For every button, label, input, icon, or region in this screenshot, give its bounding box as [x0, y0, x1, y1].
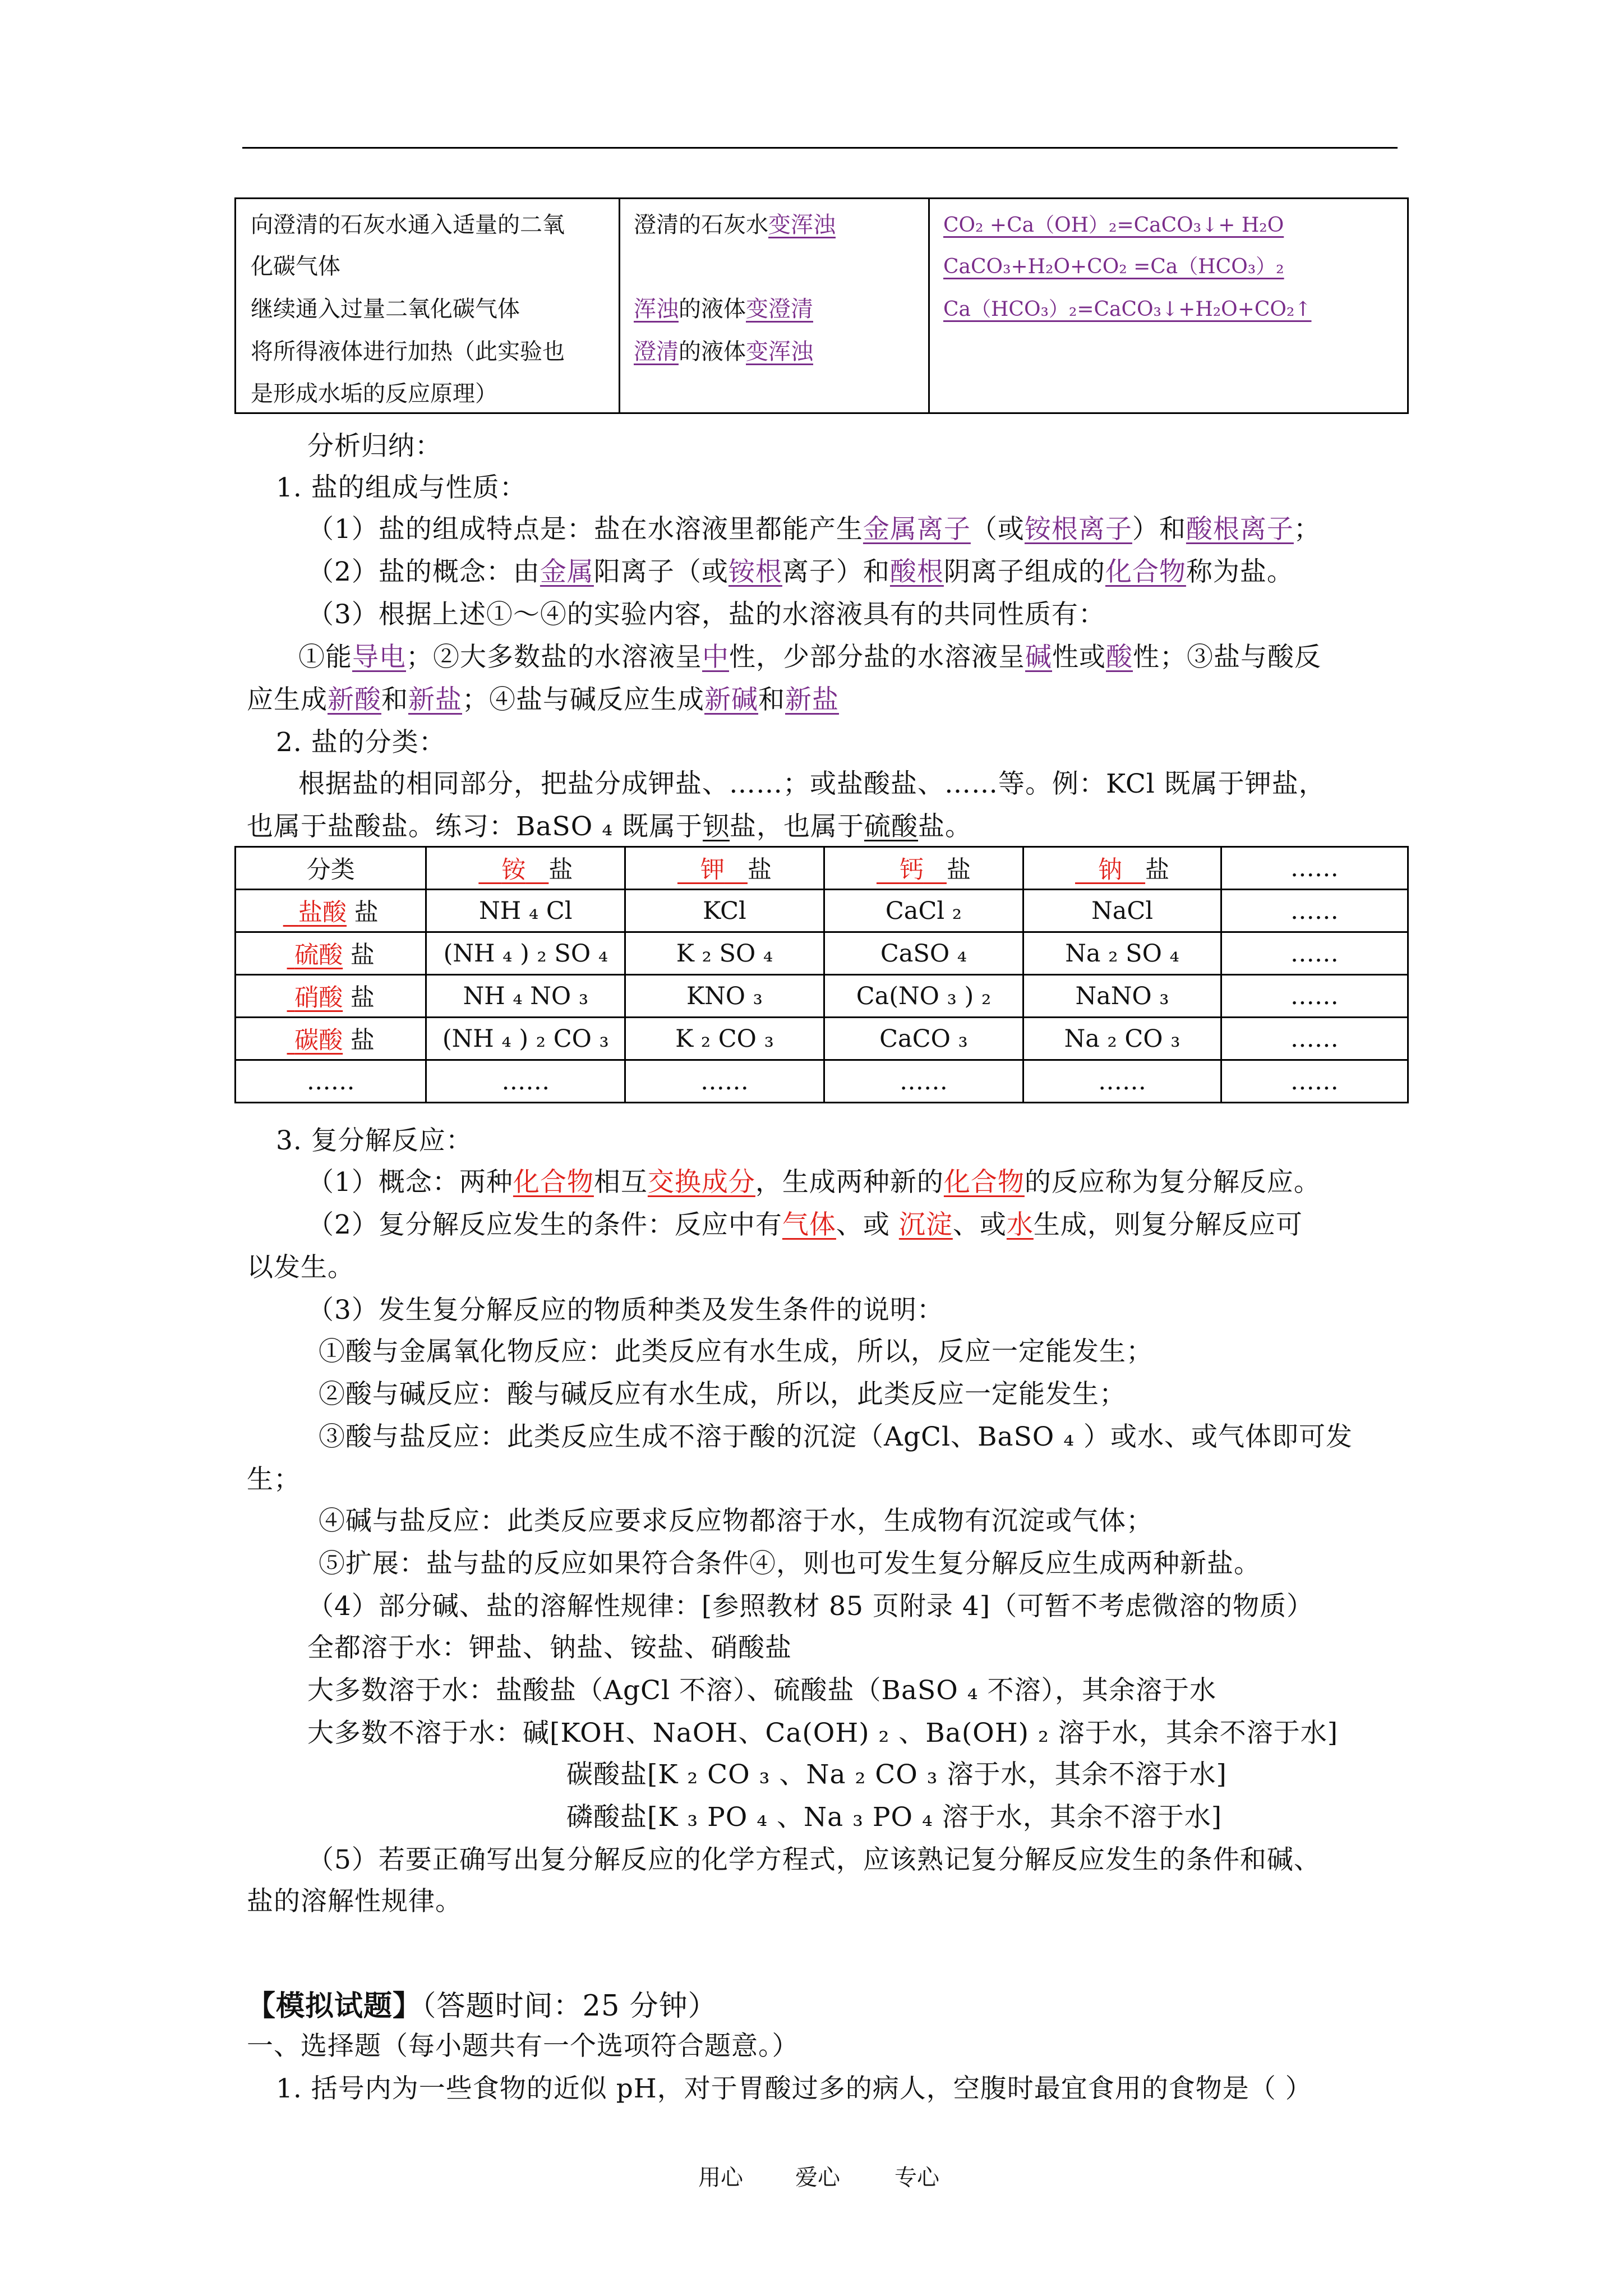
answer: 钾 — [700, 856, 725, 884]
table-row — [236, 932, 1408, 975]
answer: 钙 — [899, 856, 924, 884]
text: 的液体 — [679, 296, 746, 322]
table-cell: NH ₄ Cl — [426, 890, 625, 932]
answer: 铵根 — [728, 556, 782, 587]
text: ①能 — [298, 642, 352, 673]
op-line: 将所得液体进行加热（此实验也 — [251, 339, 565, 365]
section-title: 1. 盐的组成与性质： — [276, 472, 527, 503]
answer: 盐酸 — [298, 899, 347, 927]
answer: 碳酸 — [294, 1027, 343, 1055]
paragraph: ④碱与盐反应：此类反应要求反应物都溶于水，生成物有沉淀或气体； — [319, 1506, 1153, 1536]
text: （2）盐的概念：由 — [307, 556, 540, 587]
table-row — [236, 847, 1408, 890]
paragraph — [307, 1204, 1303, 1241]
phenomenon-line — [634, 291, 813, 323]
paragraph: 根据盐的相同部分，把盐分成钾盐、……；或盐酸盐、……等。例：KCl 既属于钾盐， — [298, 769, 1326, 799]
paragraph: （3）发生复分解反应的物质种类及发生条件的说明： — [307, 1295, 944, 1326]
text: 性，少部分盐的水溶液呈 — [729, 642, 1025, 673]
op-line: 继续通入过量二氧化碳气体 — [251, 296, 520, 322]
text: 离子）和 — [782, 556, 890, 587]
answer: 交换成分 — [647, 1167, 755, 1198]
text: ）和 — [1132, 514, 1186, 545]
table-cell — [625, 847, 824, 890]
text: ； — [1293, 514, 1321, 545]
answer: 导电 — [352, 642, 406, 673]
text: （1）概念：两种 — [307, 1167, 513, 1198]
answer: 铵根离子 — [1024, 514, 1132, 545]
op-line: 化碳气体 — [251, 254, 340, 279]
text: 【模拟试题】 — [247, 1989, 422, 2023]
text: 和 — [381, 684, 408, 715]
salt-classification-table — [234, 846, 1409, 1103]
text: 也属于盐酸盐。练习：BaSO ₄ 既属于 — [247, 811, 703, 842]
section-title: 2. 盐的分类： — [276, 727, 446, 758]
section-title: 3. 复分解反应： — [276, 1125, 473, 1156]
table-cell: …… — [625, 1060, 824, 1103]
paragraph — [307, 551, 1294, 588]
table-row — [236, 1018, 1408, 1060]
table-cell: …… — [1221, 975, 1408, 1018]
text: 生成，则复分解反应可 — [1033, 1209, 1303, 1240]
table-cell: …… — [1221, 1060, 1408, 1103]
text: 阳离子（或 — [593, 556, 728, 587]
answer: 金属 — [540, 556, 594, 587]
answer: 水 — [1006, 1209, 1034, 1240]
table-cell: CaCl ₂ — [824, 890, 1023, 932]
text: 性或 — [1052, 642, 1106, 673]
text: 、或 — [836, 1209, 899, 1240]
paragraph — [298, 636, 1321, 674]
table-cell: …… — [1221, 890, 1408, 932]
paragraph: ①酸与金属氧化物反应：此类反应有水生成，所以，反应一定能发生； — [319, 1336, 1153, 1367]
text: 盐 — [946, 856, 971, 884]
table-cell: (NH ₄ ) ₂ CO ₃ — [426, 1018, 625, 1060]
paragraph: 盐的溶解性规律。 — [247, 1886, 462, 1917]
operation-column — [236, 199, 620, 412]
answer: 钡 — [703, 811, 730, 842]
op-line: 是形成水垢的反应原理） — [251, 381, 497, 407]
answer: 澄清 — [634, 339, 679, 365]
section-title: 一、选择题（每小题共有一个选项符合题意。） — [247, 2031, 799, 2062]
footer-text: 爱心 — [795, 2165, 840, 2191]
table-cell: K ₂ CO ₃ — [625, 1018, 824, 1060]
experiment-table — [234, 197, 1409, 414]
text: 盐。 — [918, 811, 972, 842]
answer: 新酸 — [328, 684, 381, 715]
text: 相互 — [593, 1167, 648, 1198]
answer: 变浑浊 — [768, 212, 836, 238]
answer: 酸根 — [889, 556, 944, 587]
table-cell: NaCl — [1023, 890, 1221, 932]
paragraph: （4）部分碱、盐的溶解性规律：[参照教材 85 页附录 4]（可暂不考虑微溶的物质） — [307, 1591, 1314, 1622]
answer: 硫酸 — [864, 811, 919, 842]
analysis-heading: 分析归纳： — [307, 431, 442, 462]
footer-text: 用心 — [698, 2165, 743, 2191]
table-cell: Na ₂ CO ₃ — [1023, 1018, 1221, 1060]
answer: 新盐 — [408, 684, 462, 715]
table-cell: …… — [824, 1060, 1023, 1103]
phenomenon-line — [634, 207, 836, 239]
paragraph — [307, 508, 1321, 546]
op-line: 向澄清的石灰水通入适量的二氧 — [251, 212, 565, 238]
answer: 沉淀 — [898, 1209, 953, 1240]
table-cell: 硫酸 盐 — [236, 932, 426, 975]
text: 的反应称为复分解反应。 — [1024, 1167, 1321, 1198]
answer: 中 — [702, 642, 729, 673]
paragraph: 以发生。 — [247, 1252, 354, 1283]
equation-line: CaCO₃+H₂O+CO₂ =Ca（HCO₃）₂ — [943, 255, 1284, 278]
equation-line: CO₂ +Ca（OH）₂=CaCO₃↓+ H₂O — [943, 214, 1284, 237]
answer: 酸 — [1106, 642, 1133, 673]
paragraph — [307, 1161, 1321, 1199]
equation-column — [930, 199, 1407, 412]
paragraph: 磷酸盐[K ₃ PO ₄ 、Na ₃ PO ₄ 溶于水，其余不溶于水] — [566, 1802, 1223, 1833]
text: （1）盐的组成特点是：盐在水溶液里都能产生 — [307, 514, 863, 545]
footer-text: 专心 — [895, 2165, 939, 2191]
table-cell — [426, 847, 625, 890]
text: 应生成 — [247, 684, 328, 715]
answer: 酸根离子 — [1186, 514, 1294, 545]
table-cell: CaCO ₃ — [824, 1018, 1023, 1060]
text: ；②大多数盐的水溶液呈 — [406, 642, 702, 673]
table-cell: CaSO ₄ — [824, 932, 1023, 975]
table-cell: …… — [1221, 1018, 1408, 1060]
text: ，生成两种新的 — [755, 1167, 944, 1198]
table-cell: …… — [1023, 1060, 1221, 1103]
paragraph: （5）若要正确写出复分解反应的化学方程式，应该熟记复分解反应发生的条件和碱、 — [307, 1844, 1321, 1875]
paragraph: 碳酸盐[K ₂ CO ₃ 、Na ₂ CO ₃ 溶于水，其余不溶于水] — [566, 1759, 1227, 1790]
text: 盐 — [1145, 856, 1170, 884]
paragraph: 生； — [247, 1464, 301, 1495]
paragraph — [247, 806, 972, 843]
paragraph: ⑤扩展：盐与盐的反应如果符合条件④，则也可发生复分解反应生成两种新盐。 — [319, 1548, 1261, 1579]
table-row — [236, 890, 1408, 932]
table-cell: …… — [426, 1060, 625, 1103]
table-cell: …… — [1221, 932, 1408, 975]
answer: 金属离子 — [863, 514, 971, 545]
table-row — [236, 975, 1408, 1018]
text: 阴离子组成的 — [943, 556, 1105, 587]
table-cell: K ₂ SO ₄ — [625, 932, 824, 975]
text: 盐 — [747, 856, 772, 884]
table-cell — [1023, 847, 1221, 890]
answer: 气体 — [782, 1209, 836, 1240]
text: 盐 — [548, 856, 573, 884]
question: 1. 括号内为一些食物的近似 pH，对于胃酸过多的病人，空腹时最宜食用的食物是（ ） — [276, 2073, 1312, 2104]
answer: 碱 — [1025, 642, 1052, 673]
answer: 浑浊 — [634, 296, 679, 322]
answer: 变澄清 — [746, 296, 813, 322]
table-cell: …… — [236, 1060, 426, 1103]
answer: 化合物 — [943, 1167, 1025, 1198]
answer: 钠 — [1098, 856, 1123, 884]
equation-line: Ca（HCO₃）₂=CaCO₃↓+H₂O+CO₂↑ — [943, 298, 1312, 321]
table-cell: Na ₂ SO ₄ — [1023, 932, 1221, 975]
answer: 硫酸 — [294, 941, 343, 969]
table-cell: Ca(NO ₃ ) ₂ — [824, 975, 1023, 1018]
header-rule — [242, 147, 1398, 149]
answer: 新碱 — [704, 684, 758, 715]
text: （或 — [970, 514, 1025, 545]
phenomenon-line — [634, 334, 813, 366]
text: 、或 — [952, 1209, 1007, 1240]
paragraph: ③酸与盐反应：此类反应生成不溶于酸的沉淀（AgCl、BaSO ₄ ）或水、或气体即可发 — [319, 1421, 1353, 1452]
table-cell: (NH ₄ ) ₂ SO ₄ — [426, 932, 625, 975]
answer: 化合物 — [1105, 556, 1186, 587]
answer: 变浑浊 — [746, 339, 813, 365]
table-cell: 分类 — [236, 847, 426, 890]
text: 和 — [758, 684, 785, 715]
mock-test-title — [247, 1982, 717, 2024]
paragraph: 大多数溶于水：盐酸盐（AgCl 不溶）、硫酸盐（BaSO ₄ 不溶），其余溶于水 — [307, 1675, 1216, 1706]
text: 称为盐。 — [1186, 556, 1294, 587]
answer: 化合物 — [513, 1167, 594, 1198]
table-cell — [824, 847, 1023, 890]
table-cell: 碳酸 盐 — [236, 1018, 426, 1060]
paragraph: 全都溶于水：钾盐、钠盐、铵盐、硝酸盐 — [307, 1632, 792, 1663]
answer: 铵 — [501, 856, 526, 884]
table-cell: NaNO ₃ — [1023, 975, 1221, 1018]
paragraph: 大多数不溶于水：碱[KOH、NaOH、Ca(OH) ₂ 、Ba(OH) ₂ 溶于水，其余不溶于水] — [307, 1718, 1339, 1749]
table-row — [236, 1060, 1408, 1103]
text: 的液体 — [679, 339, 746, 365]
paragraph: ②酸与碱反应：酸与碱反应有水生成，所以，此类反应一定能发生； — [319, 1379, 1126, 1410]
table-cell: NH ₄ NO ₃ — [426, 975, 625, 1018]
phenomenon-column — [620, 199, 930, 412]
text: 盐，也属于 — [730, 811, 865, 842]
table-cell: …… — [1221, 847, 1408, 890]
answer: 新盐 — [785, 684, 839, 715]
table-cell: KNO ₃ — [625, 975, 824, 1018]
text: 澄清的石灰水 — [634, 212, 768, 238]
answer: 硝酸 — [294, 984, 343, 1012]
text: （2）复分解反应发生的条件：反应中有 — [307, 1209, 782, 1240]
text: ；④盐与碱反应生成 — [462, 684, 704, 715]
paragraph: （3）根据上述①～④的实验内容，盐的水溶液具有的共同性质有： — [307, 599, 1105, 630]
paragraph — [247, 679, 839, 716]
table-cell: 硝酸 盐 — [236, 975, 426, 1018]
text: 性；③盐与酸反 — [1133, 642, 1321, 673]
table-cell: 盐酸 盐 — [236, 890, 426, 932]
table-cell: KCl — [625, 890, 824, 932]
text: （答题时间：25 分钟） — [422, 1990, 717, 2023]
